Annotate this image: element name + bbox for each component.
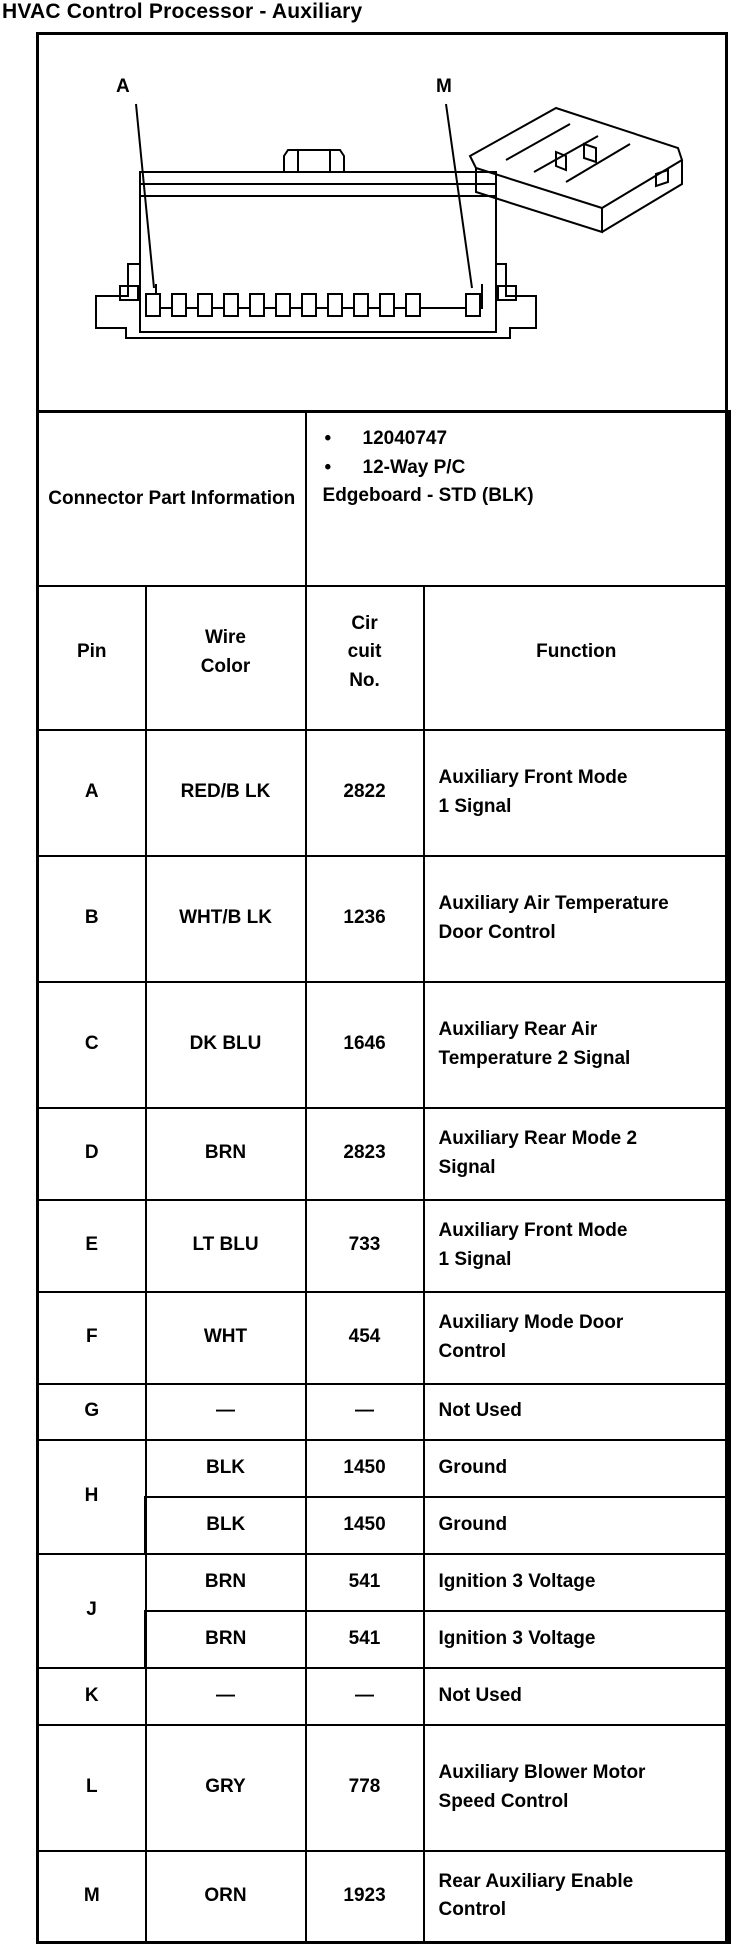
pin-cell: J [38,1554,146,1668]
function-cell: Auxiliary Front Mode 1 Signal [424,1200,730,1292]
function-cell: Not Used [424,1668,730,1725]
wire-color-cell: BRN [146,1108,306,1200]
table-row [38,1554,730,1611]
wire-color-cell: BRN [146,1611,306,1668]
circuit-cell: 2823 [306,1108,424,1200]
function-cell: Ignition 3 Voltage [424,1611,730,1668]
circuit-cell: — [306,1668,424,1725]
connector-drawing [36,32,728,410]
pin-cell: B [38,856,146,982]
table-row [38,1108,730,1200]
wire-color-cell: WHT [146,1292,306,1384]
pinout-table [36,410,731,1944]
connector-info-value [306,412,730,586]
wire-color-cell: DK BLU [146,982,306,1108]
table-header-row [38,586,730,730]
connector-info-row [38,412,730,586]
part-number: • 12040747 [323,425,729,454]
callout-pin-m: M [436,76,452,97]
wire-color-cell: BRN [146,1554,306,1611]
function-cell: Auxiliary Rear Mode 2 Signal [424,1108,730,1200]
circuit-cell: 1450 [306,1497,424,1554]
table-row [38,856,730,982]
table-row [38,1200,730,1292]
header-circuit-no: Cir cuit No. [306,586,424,730]
table-row [38,730,730,856]
table-row [38,1725,730,1851]
function-cell: Auxiliary Rear Air Temperature 2 Signal [424,982,730,1108]
circuit-cell: 454 [306,1292,424,1384]
connector-description: Edgeboard - STD (BLK) [322,485,534,506]
circuit-cell: 778 [306,1725,424,1851]
header-function: Function [424,586,730,730]
circuit-cell: — [306,1384,424,1440]
table-row [38,1851,730,1943]
function-cell: Ground [424,1497,730,1554]
wire-color-cell: BLK [146,1440,306,1497]
circuit-cell: 1646 [306,982,424,1108]
function-cell: Auxiliary Front Mode 1 Signal [424,730,730,856]
circuit-cell: 1236 [306,856,424,982]
page-title: HVAC Control Processor - Auxiliary [2,0,363,23]
pin-cell: E [38,1200,146,1292]
pin-cell: D [38,1108,146,1200]
wire-color-cell: GRY [146,1725,306,1851]
circuit-cell: 541 [306,1554,424,1611]
pin-cell: C [38,982,146,1108]
function-cell: Auxiliary Blower Motor Speed Control [424,1725,730,1851]
function-cell: Ground [424,1440,730,1497]
function-cell: Auxiliary Air Temperature Door Control [424,856,730,982]
pin-cell: G [38,1384,146,1440]
wire-color-cell: — [146,1668,306,1725]
function-cell: Rear Auxiliary Enable Control [424,1851,730,1943]
header-wire-color: Wire Color [146,586,306,730]
wire-color-cell: LT BLU [146,1200,306,1292]
pin-cell: H [38,1440,146,1554]
pin-cell: A [38,730,146,856]
wire-color-cell: — [146,1384,306,1440]
table-row [38,1384,730,1440]
table-row [38,1292,730,1384]
function-cell: Ignition 3 Voltage [424,1554,730,1611]
circuit-cell: 733 [306,1200,424,1292]
connector-type: • 12-Way P/C [323,454,729,483]
circuit-cell: 1923 [306,1851,424,1943]
pin-cell: F [38,1292,146,1384]
function-cell: Auxiliary Mode Door Control [424,1292,730,1384]
pin-cell: L [38,1725,146,1851]
wire-color-cell: ORN [146,1851,306,1943]
circuit-cell: 541 [306,1611,424,1668]
function-cell: Not Used [424,1384,730,1440]
circuit-cell: 2822 [306,730,424,856]
table-row [38,982,730,1108]
pin-cell: M [38,1851,146,1943]
wire-color-cell: WHT/B LK [146,856,306,982]
connector-diagram [36,32,728,410]
connector-info-label: Connector Part Information [38,412,306,586]
circuit-cell: 1450 [306,1440,424,1497]
pin-cell: K [38,1668,146,1725]
wire-color-cell: BLK [146,1497,306,1554]
wire-color-cell: RED/B LK [146,730,306,856]
callout-pin-a: A [116,76,130,97]
header-pin: Pin [38,586,146,730]
table-row [38,1440,730,1497]
table-row [38,1668,730,1725]
